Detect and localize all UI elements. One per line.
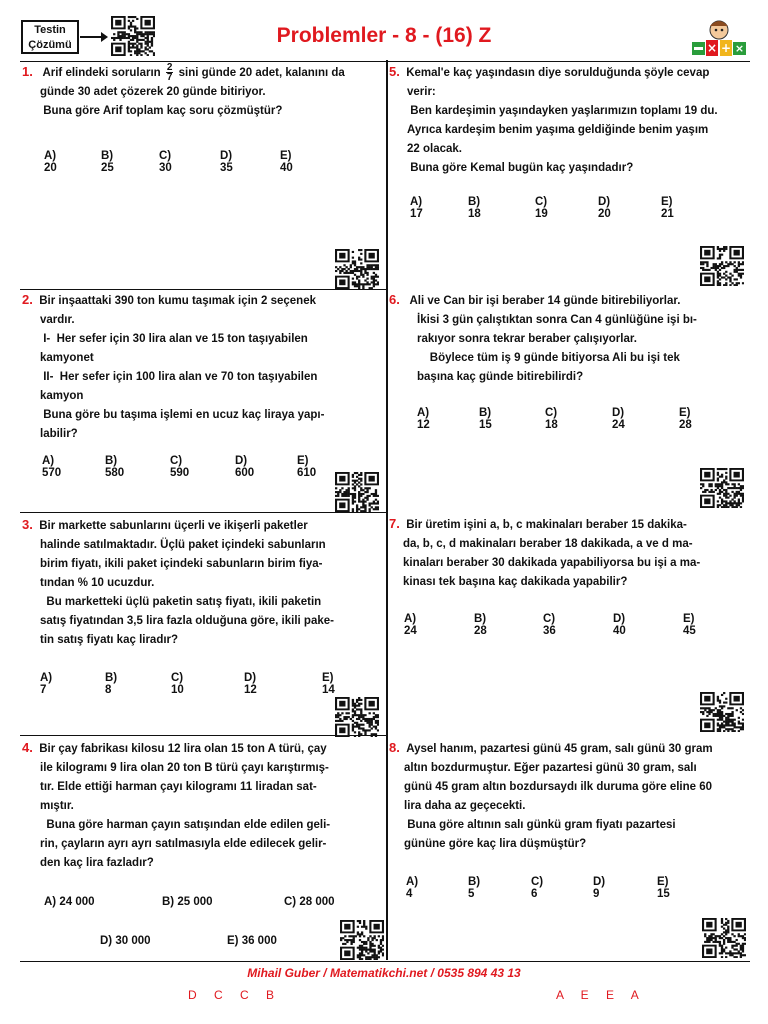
question-line: Ayrıca kardeşim benim yaşıma geldiğinde benim yaşım [407, 124, 709, 136]
question-line: Böylece tüm iş 9 günde bitiyorsa Ali bu işi tek [417, 352, 680, 364]
question-line: Buna göre Arif toplam kaç soru çözmüştür? [40, 105, 283, 117]
option-b[interactable]: B) 18 [468, 196, 481, 220]
solution-box-line-1: Testin [34, 24, 66, 36]
rule-q2 [20, 512, 386, 513]
question-line: Bir çay fabrikası kilosu 12 lira olan 15 ton A türü, çay [39, 743, 327, 755]
option-c[interactable]: C) 19 [535, 196, 548, 220]
option-c[interactable]: C) 590 [170, 455, 190, 479]
option-b[interactable]: B) 25 000 [162, 896, 213, 908]
option-d[interactable]: D) 40 [613, 613, 626, 637]
qr-code-icon[interactable] [700, 468, 744, 508]
question-line: İkisi 3 gün çalıştıktan sonra Can 4 günlüğüne işi bı- [417, 314, 697, 326]
question-4 [22, 738, 382, 873]
question-line: verir: [407, 86, 436, 98]
question-number: 6. [389, 292, 400, 307]
question-line: kinaları beraber 30 dakikada yapabiliyorsa bu işi a ma- [403, 557, 701, 569]
option-c[interactable]: C) 10 [171, 672, 184, 696]
option-d[interactable]: D) 600 [235, 455, 255, 479]
option-a[interactable]: A) 570 [42, 455, 62, 479]
option-a[interactable]: A) 4 [406, 876, 419, 900]
option-a[interactable]: A) 17 [410, 196, 423, 220]
question-line: günü 45 gram altın bozdursaydı ilk duruma göre eline 60 [404, 781, 713, 793]
fraction-denominator: 7 [166, 72, 173, 84]
question-1 [22, 62, 382, 121]
qr-code-icon[interactable] [700, 246, 744, 286]
answer-key-right: A E E A [556, 988, 646, 1002]
solution-box-line-2: Çözümü [28, 39, 72, 51]
question-line: Buna göre Kemal bugün kaç yaşındadır? [407, 162, 634, 174]
question-line: birim fiyatı, ikili paket içindeki sabunların birim fiya- [40, 558, 323, 570]
question-line: Buna göre harman çayın satışından elde edilen geli- [40, 819, 331, 831]
option-c[interactable]: C) 18 [545, 407, 558, 431]
question-line: gününe göre kaç lira düşmüştür? [404, 838, 587, 850]
question-7 [389, 514, 759, 592]
qr-code-icon[interactable] [335, 249, 379, 289]
question-line: tin satış fiyatı kaç liradır? [40, 634, 179, 646]
answer-key-left: D C C B [188, 988, 282, 1002]
question-number: 7. [389, 516, 400, 531]
question-line: günde 30 adet çözerek 20 günde bitiriyor. [40, 86, 266, 98]
option-c[interactable]: C) 30 [159, 150, 172, 174]
question-number: 5. [389, 64, 400, 79]
option-d[interactable]: D) 24 [612, 407, 625, 431]
option-a[interactable]: A) 7 [40, 672, 53, 696]
option-d[interactable]: D) 20 [598, 196, 611, 220]
bottom-rule [20, 961, 750, 962]
option-c[interactable]: C) 6 [531, 876, 544, 900]
option-b[interactable]: B) 25 [101, 150, 114, 174]
question-line: II- Her sefer için 100 lira alan ve 70 ton taşıyabilen [40, 371, 318, 383]
question-line: vardır. [40, 314, 75, 326]
option-d[interactable]: D) 35 [220, 150, 233, 174]
qr-code-icon[interactable] [335, 697, 379, 737]
question-line: sini günde 20 adet, kalanını da [178, 67, 345, 79]
question-line: satış fiyatından 3,5 lira fazla olduğuna göre, ikili pake- [40, 615, 334, 627]
option-d[interactable]: D) 9 [593, 876, 606, 900]
question-line: Bir üretim işini a, b, c makinaları beraber 15 dakika- [406, 519, 687, 531]
question-line: kinası tek başına kaç dakikada yapabilir? [403, 576, 628, 588]
question-line: Aysel hanım, pazartesi günü 45 gram, salı günü 30 gram [406, 743, 713, 755]
option-e[interactable]: E) 21 [661, 196, 674, 220]
question-line: 22 olacak. [407, 143, 462, 155]
question-6 [389, 290, 759, 387]
question-lead: Arif elindeki soruların [42, 67, 161, 79]
question-line: halinde satılmaktadır. Üçlü paket içindeki sabunların [40, 539, 326, 551]
question-line: ile kilogramı 9 lira olan 20 ton B türü çayı karıştırmış- [40, 762, 329, 774]
rule-q3 [20, 735, 386, 736]
question-line: Buna göre altının salı günkü gram fiyatı pazartesi [404, 819, 676, 831]
question-number: 2. [22, 292, 33, 307]
math-mascot-icon [690, 16, 748, 60]
question-line: da, b, c, d makinaları beraber 18 dakikada, a ve d ma- [403, 538, 693, 550]
question-number: 1. [22, 64, 33, 79]
question-line: Ali ve Can bir işi beraber 14 günde bitirebiliyorlar. [409, 295, 681, 307]
page-title: Problemler - 8 - (16) Z [276, 24, 492, 47]
question-line: tından % 10 ucuzdur. [40, 577, 155, 589]
question-number: 4. [22, 740, 33, 755]
question-line: lira daha az geçecekti. [404, 800, 526, 812]
question-5 [389, 62, 759, 178]
option-a[interactable]: A) 12 [417, 407, 430, 431]
question-2 [22, 290, 382, 444]
fraction-numerator: 2 [166, 62, 173, 74]
fraction [166, 63, 174, 82]
question-line: den kaç lira fazladır? [40, 857, 154, 869]
option-a[interactable]: A) 20 [44, 150, 57, 174]
option-b[interactable]: B) 15 [479, 407, 492, 431]
option-e[interactable]: E) 610 [297, 455, 317, 479]
option-e[interactable]: E) 45 [683, 613, 696, 637]
question-line: rin, çayların ayrı ayrı satılmasıyla elde edilecek gelir- [40, 838, 327, 850]
qr-code-icon[interactable] [700, 692, 744, 732]
question-line: rakıyor sonra tekrar beraber çalışıyorlar. [417, 333, 637, 345]
question-number: 8. [389, 740, 400, 755]
qr-code-icon[interactable] [335, 472, 379, 512]
svg-text:+: + [720, 41, 732, 55]
question-line: kamyon [40, 390, 84, 402]
qr-code-icon[interactable] [702, 918, 746, 958]
question-3 [22, 515, 382, 650]
question-line: kamyonet [40, 352, 94, 364]
option-e[interactable]: E) 15 [657, 876, 670, 900]
question-line: mıştır. [40, 800, 74, 812]
option-c[interactable]: C) 28 000 [284, 896, 335, 908]
question-line: labilir? [40, 428, 78, 440]
option-b[interactable]: B) 28 [474, 613, 487, 637]
question-line: Bir markette sabunlarını üçerli ve ikişerli paketler [39, 520, 308, 532]
column-divider [386, 60, 388, 960]
question-line: Kemal'e kaç yaşındasın diye sorulduğunda şöyle cevap [406, 67, 710, 79]
option-e[interactable]: E) 36 000 [227, 935, 277, 947]
question-line: Bir inşaattaki 390 ton kumu taşımak için 2 seçenek [39, 295, 316, 307]
question-line: altın bozdurmuştur. Eğer pazartesi günü 30 gram, salı [404, 762, 697, 774]
question-line: Buna göre bu taşıma işlemi en ucuz kaç liraya yapı- [40, 409, 325, 421]
svg-text:×: × [706, 41, 718, 55]
question-number: 3. [22, 517, 33, 532]
option-b[interactable]: B) 580 [105, 455, 125, 479]
option-e[interactable]: E) 40 [280, 150, 293, 174]
svg-text:×: × [734, 42, 745, 55]
question-line: başına kaç günde bitirebilirdi? [417, 371, 584, 383]
question-line: I- Her sefer için 30 lira alan ve 15 ton taşıyabilen [40, 333, 308, 345]
option-e[interactable]: E) 14 [322, 672, 335, 696]
question-8 [389, 738, 764, 854]
option-e[interactable]: E) 28 [679, 407, 692, 431]
footer-credit: Mihail Guber / Matematikchi.net / 0535 894 43 13 [247, 966, 521, 980]
question-line: Bu marketteki üçlü paketin satış fiyatı, ikili paketin [40, 596, 322, 608]
question-line: Ben kardeşimin yaşındayken yaşlarımızın toplamı 19 du. [407, 105, 718, 117]
question-line: tır. Elde ettiği harman çayı kilogramı 11 liradan sat- [40, 781, 317, 793]
option-a[interactable]: A) 24 [404, 613, 417, 637]
option-a[interactable]: A) 24 000 [44, 896, 95, 908]
qr-code-icon[interactable] [340, 920, 384, 960]
option-d[interactable]: D) 30 000 [100, 935, 151, 947]
option-b[interactable]: B) 5 [468, 876, 481, 900]
option-c[interactable]: C) 36 [543, 613, 556, 637]
option-b[interactable]: B) 8 [105, 672, 118, 696]
option-d[interactable]: D) 12 [244, 672, 257, 696]
